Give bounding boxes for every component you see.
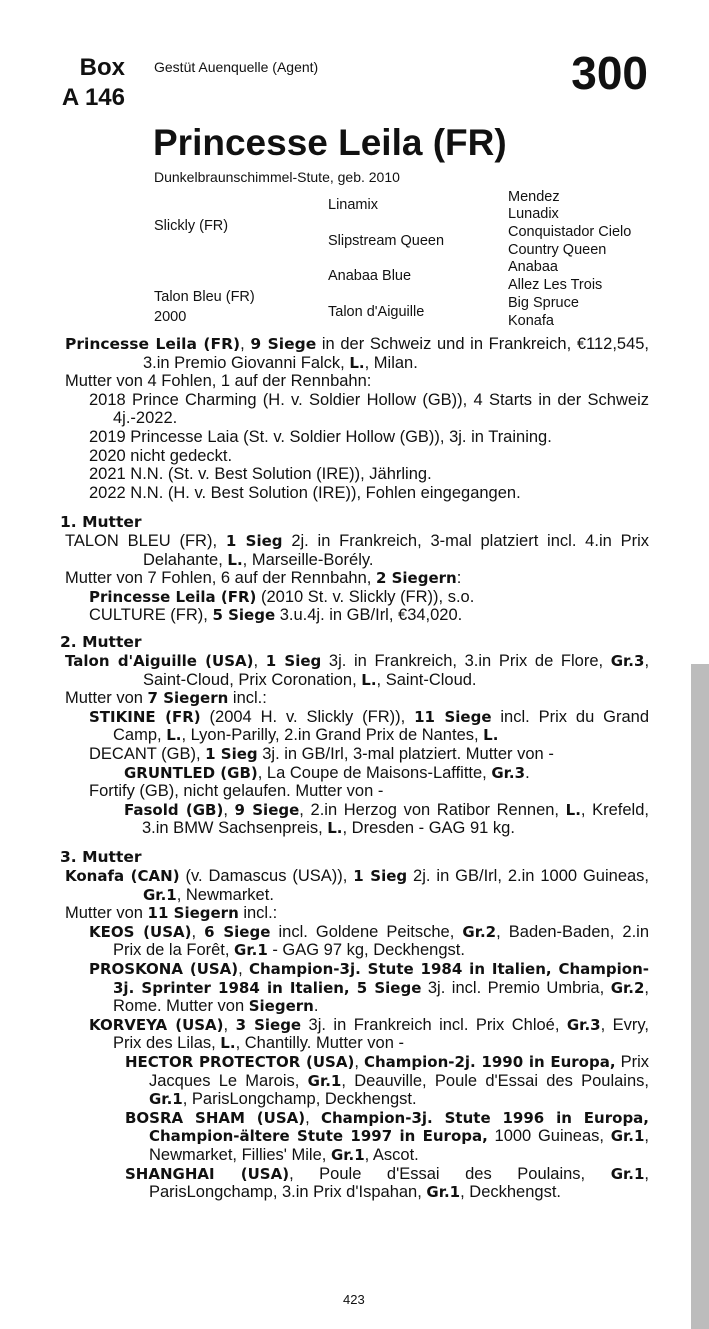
dam1-name: TALON BLEU (FR),: [65, 532, 226, 550]
foal-entry: 2019 Princesse Laia (St. v. Soldier Hollow (GB)), 3j. in Training.: [89, 427, 552, 446]
offspring-text: , Baden-Baden, 2.in Prix de la Forêt,: [113, 922, 650, 960]
foal-entry: 2022 N.N. (H. v. Best Solution (IRE)), Fohlen eingegangen.: [89, 483, 521, 502]
pedigree-great-grandparent: Konafa: [508, 313, 554, 329]
group-badge: Gr.1: [234, 941, 268, 960]
offspring-text: 1000 Guineas,: [487, 1127, 611, 1146]
grand-offspring-entry: [65, 1053, 649, 1109]
offspring-name: SHANGHAI (USA): [125, 1164, 290, 1183]
summary-text: , Milan.: [364, 353, 418, 372]
offspring-text: Prix Jacques Le Marois,: [149, 1052, 650, 1090]
grand-offspring-entry: [65, 801, 649, 838]
offspring-text: , Ascot.: [364, 1145, 419, 1164]
foal-entry: 2018 Prince Charming (H. v. Soldier Hollow (GB)), 4 Starts in der Schweiz 4j.-2022.: [89, 390, 649, 428]
offspring-entry: [65, 606, 649, 625]
offspring-text: , Krefeld, 3.in BMW Sachsenpreis,: [142, 800, 649, 838]
offspring-text: 3.u.4j. in GB/Irl, €34,020.: [275, 606, 463, 625]
dam1-text: , Marseille-Borély.: [242, 550, 374, 569]
offspring-entry: [65, 745, 649, 764]
produce-colon: :: [456, 569, 462, 588]
dam3-wins: 1 Sieg: [353, 867, 408, 885]
section-title: 2. Mutter: [60, 633, 142, 651]
race-record: Princesse Leila (FR), 9 Siege in der Schweiz und in Frankreich, €112,545, 3.in Premio Giovanni Falck, L., Milan.: [65, 335, 650, 372]
produce-winners: 2 Siegern: [375, 569, 457, 588]
produce-tail: incl.:: [228, 689, 267, 708]
offspring-wins: 11 Siege: [414, 707, 492, 726]
pedigree-grandparent: Linamix: [328, 197, 378, 213]
offspring-wins: 6 Siege: [204, 922, 271, 941]
pedigree-grandparent: Anabaa Blue: [328, 268, 412, 284]
offspring-name: CULTURE (FR),: [89, 606, 213, 625]
offspring-text: , ParisLongchamp, Deckhengst.: [182, 1090, 417, 1109]
box-label: [60, 53, 125, 113]
offspring-name: KEOS (USA): [89, 922, 192, 941]
offspring-text: ,: [305, 1108, 321, 1127]
group-badge: Gr.3: [610, 652, 645, 670]
group-badge: Gr.1: [149, 1090, 183, 1109]
pedigree-great-grandparent: Big Spruce: [508, 295, 579, 311]
group-badge: Gr.1: [426, 1183, 461, 1202]
group-badge: Gr.1: [307, 1071, 342, 1090]
group-badge: Gr.1: [330, 1145, 365, 1164]
offspring-wins: 5 Siege: [212, 606, 276, 625]
offspring-text: , Chantilly. Mutter von -: [235, 1034, 404, 1053]
offspring-text: , Deauville, Poule d'Essai des Poulains,: [341, 1071, 649, 1090]
offspring-text: 3j. in Frankreich incl. Prix Chloé,: [301, 1015, 567, 1034]
offspring-name: PROSKONA (USA): [89, 959, 239, 978]
group-badge: Gr.1: [610, 1127, 645, 1146]
offspring-entry: [65, 588, 649, 607]
championship-title: Champion-3j. Stute 1996 in Europa, Champion-ältere Stute 1997 in Europa,: [149, 1108, 649, 1146]
section-title: 1. Mutter: [60, 513, 142, 531]
group-badge: Gr.2: [610, 978, 645, 997]
grand-offspring-entry: [65, 1109, 649, 1165]
offspring-text: , 2.in Herzog von Ratibor Rennen,: [299, 800, 566, 819]
offspring-text: 3j. incl. Premio Umbria,: [421, 978, 611, 997]
produce-intro: Mutter von: [65, 904, 148, 923]
produce-intro: Mutter von: [65, 689, 148, 708]
pedigree-sire: Slickly (FR): [154, 218, 229, 234]
grand-offspring-entry: [65, 1165, 649, 1202]
offspring-name: Princesse Leila (FR): [89, 587, 257, 606]
listed-badge: L.: [361, 670, 377, 689]
summary-section: [65, 335, 649, 502]
dam3-name: Konafa (CAN): [65, 867, 180, 885]
offspring-name: Fasold (GB): [124, 800, 224, 819]
group-badge: Gr.1: [610, 1164, 645, 1183]
pedigree-great-grandparent: Allez Les Trois: [508, 277, 603, 293]
dam2-name: Talon d'Aiguille (USA): [65, 652, 254, 670]
dam1-wins: 1 Sieg: [225, 532, 283, 550]
dam1-produce: [65, 569, 649, 588]
offspring-text: , Lyon-Parilly, 2.in Grand Prix de Nantes,: [181, 726, 484, 745]
listed-badge: L.: [166, 726, 182, 745]
dam3-section: [60, 848, 650, 1202]
offspring-text: , Rome. Mutter von: [113, 978, 649, 1016]
offspring-text: ,: [223, 800, 235, 819]
pedigree-dam-year: 2000: [154, 309, 187, 325]
offspring-wins: 3 Siege: [235, 1015, 302, 1034]
offspring-text: ,: [238, 959, 249, 978]
foal-entry: 2020 nicht gedeckt.: [89, 446, 233, 465]
horse-name: Princesse Leila (FR): [153, 122, 507, 163]
offspring-wins: 1 Sieg: [205, 744, 258, 763]
offspring-text: (2004 H. v. Slickly (FR)),: [200, 707, 415, 726]
dam2-wins: 1 Sieg: [265, 652, 322, 670]
dam1-section: [60, 513, 649, 625]
offspring-name: STIKINE (FR): [89, 707, 201, 726]
offspring-entry: [65, 960, 649, 1016]
offspring-text: , Poule d'Essai des Poulains,: [289, 1164, 611, 1183]
offspring-text: , La Coupe de Maisons-Laffitte,: [257, 763, 492, 782]
dam3-record: [65, 867, 649, 904]
offspring-text: .: [525, 763, 530, 782]
offspring-entry: [65, 708, 649, 745]
dam2-section: [60, 633, 650, 838]
offspring-text: ,: [191, 922, 205, 941]
produce-winners: 11 Siegern: [147, 904, 239, 923]
dam2-produce: [65, 689, 649, 708]
dam2-text: , Saint-Cloud.: [376, 670, 477, 689]
listed-badge: L.: [327, 819, 343, 838]
listed-badge: L.: [227, 550, 243, 569]
offspring-text: .: [313, 997, 319, 1016]
summary-name: Princesse Leila (FR): [65, 335, 241, 353]
grand-offspring-entry: [65, 764, 649, 783]
offspring-name: BOSRA SHAM (USA): [125, 1108, 306, 1127]
produce-winners: 7 Siegern: [147, 689, 229, 708]
offspring-text: 3j. in GB/Irl, 3-mal platziert. Mutter von -: [257, 744, 554, 763]
listed-badge: L.: [220, 1034, 236, 1053]
lot-number: 300: [571, 47, 648, 99]
pedigree-great-grandparent: Mendez: [508, 189, 560, 205]
dam2-record: Talon d'Aiguille (USA), 1 Sieg 3j. in Frankreich, 3.in Prix de Flore, Gr.3, Saint-Cloud, Prix Coronation, L., Saint-Cloud.: [65, 652, 650, 689]
group-badge: Gr.1: [143, 885, 177, 904]
section-title: 3. Mutter: [60, 848, 142, 866]
offspring-text: , Deckhengst.: [460, 1183, 561, 1202]
offspring-name: GRUNTLED (GB): [124, 763, 258, 782]
produce-winners: Siegern: [248, 997, 314, 1016]
pedigree-dam: Talon Bleu (FR): [154, 289, 255, 305]
foal-entry: 2021 N.N. (St. v. Best Solution (IRE)), Jährling.: [89, 465, 432, 484]
offspring-name: DECANT (GB),: [89, 744, 206, 763]
dam3-text: , Newmarket.: [176, 885, 274, 904]
pedigree-grandparent: Talon d'Aiguille: [328, 304, 425, 320]
produce-intro: Mutter von 7 Fohlen, 6 auf der Rennbahn,: [65, 569, 376, 588]
offspring-name: KORVEYA (USA): [89, 1015, 224, 1034]
offspring-entry: [65, 923, 649, 960]
dam3-text: (v. Damascus (USA)),: [179, 867, 354, 885]
offspring-name: HECTOR PROTECTOR (USA): [125, 1052, 355, 1071]
dam1-text: 2j. in Frankreich, 3-mal platziert incl. 4.in Prix Delahante,: [143, 532, 649, 569]
offspring-text: ,: [223, 1015, 236, 1034]
box-line2: A 146: [61, 84, 125, 111]
dam1-record: [65, 532, 649, 569]
dam3-produce: [65, 904, 649, 923]
summary-wins: 9 Siege: [250, 335, 317, 353]
consignor: Gestüt Auenquelle (Agent): [154, 59, 319, 75]
produce-tail: incl.:: [238, 904, 278, 923]
offspring-text: ,: [354, 1052, 364, 1071]
pedigree-great-grandparent: Conquistador Cielo: [508, 224, 632, 240]
horse-description: Dunkelbraunschimmel-Stute, geb. 2010: [154, 169, 400, 185]
offspring-text: (2010 St. v. Slickly (FR)), s.o.: [256, 587, 475, 606]
offspring-text: , ParisLongchamp, 3.in Prix d'Ispahan,: [149, 1164, 649, 1202]
page-number: 423: [343, 1292, 365, 1307]
listed-badge: L.: [483, 726, 499, 745]
summary-text: in der Schweiz und in Frankreich, €112,545, 3.in Premio Giovanni Falck,: [143, 335, 650, 372]
offspring-text: , Newmarket, Fillies' Mile,: [149, 1127, 649, 1164]
dam3-text: 2j. in GB/Irl, 2.in 1000 Guineas,: [407, 867, 650, 885]
group-badge: Gr.3: [491, 763, 526, 782]
group-badge: Gr.2: [462, 922, 497, 941]
offspring-entry: [65, 1016, 649, 1053]
offspring-text: - GAG 97 kg, Deckhengst.: [267, 941, 465, 960]
group-badge: Gr.3: [566, 1015, 601, 1034]
pedigree-great-grandparent: Country Queen: [508, 242, 607, 258]
listed-badge: L.: [349, 353, 365, 372]
listed-badge: L.: [565, 800, 581, 819]
offspring-entry: Fortify (GB), nicht gelaufen. Mutter von -: [89, 782, 384, 801]
offspring-text: , Evry, Prix des Lilas,: [113, 1015, 649, 1053]
championship-title: Champion-3j. Stute 1984 in Italien, Champion-3j. Sprinter 1984 in Italien, 5 Siege: [113, 959, 649, 997]
offspring-text: incl. Prix du Grand Camp,: [113, 707, 649, 745]
pedigree-great-grandparent: Anabaa: [508, 259, 558, 275]
dam2-text: , Saint-Cloud, Prix Coronation,: [143, 652, 650, 689]
pedigree-grandparent: Slipstream Queen: [328, 233, 445, 249]
box-line1: Box: [79, 54, 125, 81]
dam2-text: 3j. in Frankreich, 3.in Prix de Flore,: [321, 652, 611, 670]
foals-intro: Mutter von 4 Fohlen, 1 auf der Rennbahn:: [65, 372, 372, 391]
offspring-text: , Dresden - GAG 91 kg.: [342, 819, 515, 838]
offspring-text: incl. Goldene Peitsche,: [270, 922, 463, 941]
pedigree-great-grandparent: Lunadix: [508, 206, 559, 222]
offspring-wins: 9 Siege: [234, 800, 300, 819]
championship-title: Champion-2j. 1990 in Europa,: [363, 1052, 616, 1071]
scrollbar[interactable]: [691, 664, 709, 1329]
